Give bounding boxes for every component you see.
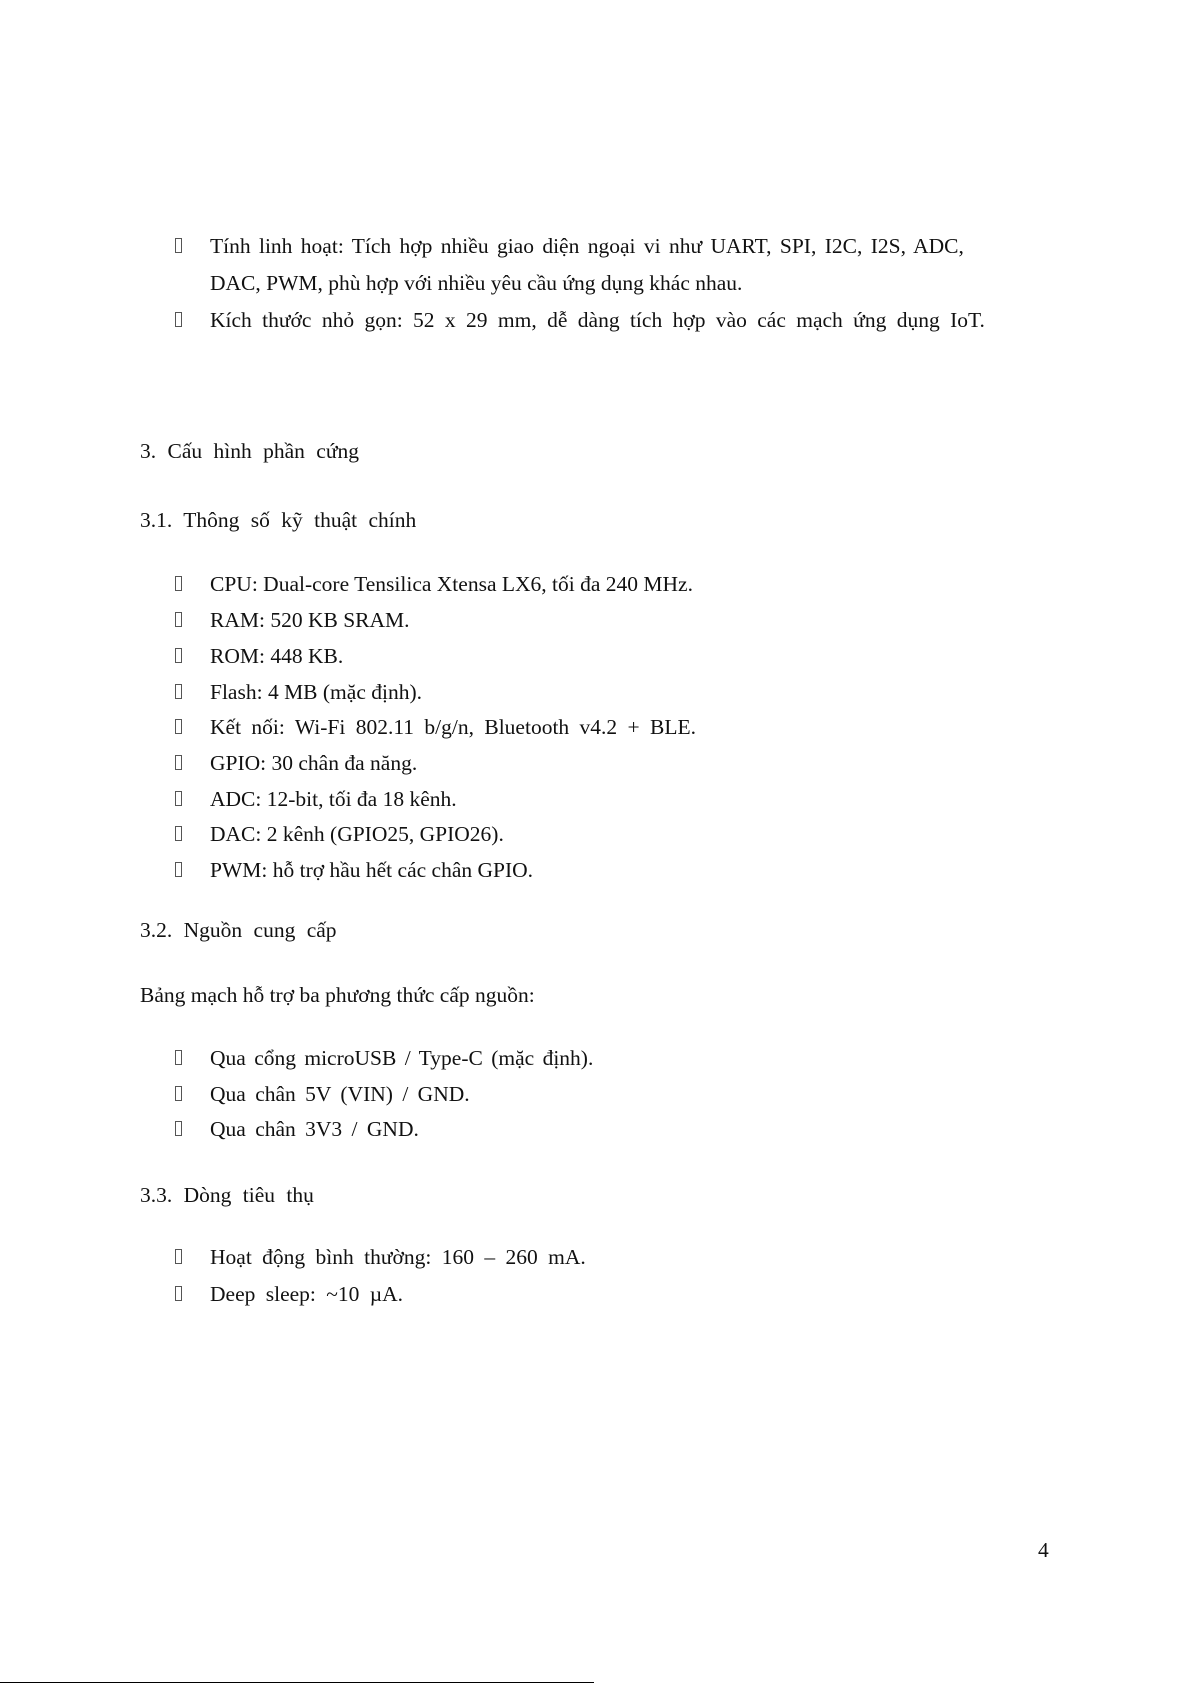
power-option-text: Qua chân 5V (VIN) / GND.	[210, 1082, 470, 1106]
bullet-icon	[175, 791, 182, 806]
bullet-icon	[175, 862, 182, 877]
subsection-heading: 3.2. Nguồn cung cấp	[140, 918, 337, 942]
power-option-text: Qua cổng microUSB / Type-C (mặc định).	[210, 1046, 594, 1070]
spec-text: DAC: 2 kênh (GPIO25, GPIO26).	[210, 822, 504, 846]
consumption-text: Deep sleep: ~10 µA.	[210, 1282, 404, 1306]
consumption-text: Hoạt động bình thường: 160 – 260 mA.	[210, 1245, 586, 1269]
bullet-icon	[175, 238, 182, 253]
power-option-text: Qua chân 3V3 / GND.	[210, 1117, 419, 1141]
spec-text: RAM: 520 KB SRAM.	[210, 608, 410, 632]
list-item-text: Kích thước nhỏ gọn: 52 x 29 mm, dễ dàng tích hợp vào các mạch ứng dụng IoT.	[210, 308, 985, 332]
subsection-heading: 3.1. Thông số kỹ thuật chính	[140, 508, 417, 532]
spec-text: CPU: Dual-core Tensilica Xtensa LX6, tối đa 240 MHz.	[210, 572, 693, 596]
page-number: 4	[1038, 1538, 1049, 1562]
bullet-icon	[175, 1050, 182, 1065]
paragraph: Bảng mạch hỗ trợ ba phương thức cấp nguồn:	[140, 983, 535, 1007]
spec-text: ROM: 448 KB.	[210, 644, 344, 668]
bullet-icon	[175, 1249, 182, 1264]
spec-text: Flash: 4 MB (mặc định).	[210, 680, 422, 704]
spec-text: GPIO: 30 chân đa năng.	[210, 751, 418, 775]
bullet-icon	[175, 1086, 182, 1101]
spec-text: Kết nối: Wi-Fi 802.11 b/g/n, Bluetooth v4.2 + BLE.	[210, 715, 697, 739]
spec-text: PWM: hỗ trợ hầu hết các chân GPIO.	[210, 858, 534, 882]
section-heading: 3. Cấu hình phần cứng	[140, 439, 359, 463]
list-item-text: Tính linh hoạt: Tích hợp nhiều giao diện ngoại vi như UART, SPI, I2C, I2S, ADC,	[210, 234, 964, 258]
bullet-icon	[175, 576, 182, 591]
bullet-icon	[175, 826, 182, 841]
bullet-icon	[175, 648, 182, 663]
spec-text: ADC: 12-bit, tối đa 18 kênh.	[210, 787, 457, 811]
bullet-icon	[175, 1286, 182, 1301]
bullet-icon	[175, 719, 182, 734]
bullet-icon	[175, 1121, 182, 1136]
bullet-icon	[175, 612, 182, 627]
subsection-heading: 3.3. Dòng tiêu thụ	[140, 1183, 314, 1207]
bullet-icon	[175, 684, 182, 699]
bullet-icon	[175, 312, 182, 327]
bullet-icon	[175, 755, 182, 770]
list-item-continuation: DAC, PWM, phù hợp với nhiều yêu cầu ứng dụng khác nhau.	[210, 271, 743, 295]
footer-divider	[0, 1682, 594, 1683]
